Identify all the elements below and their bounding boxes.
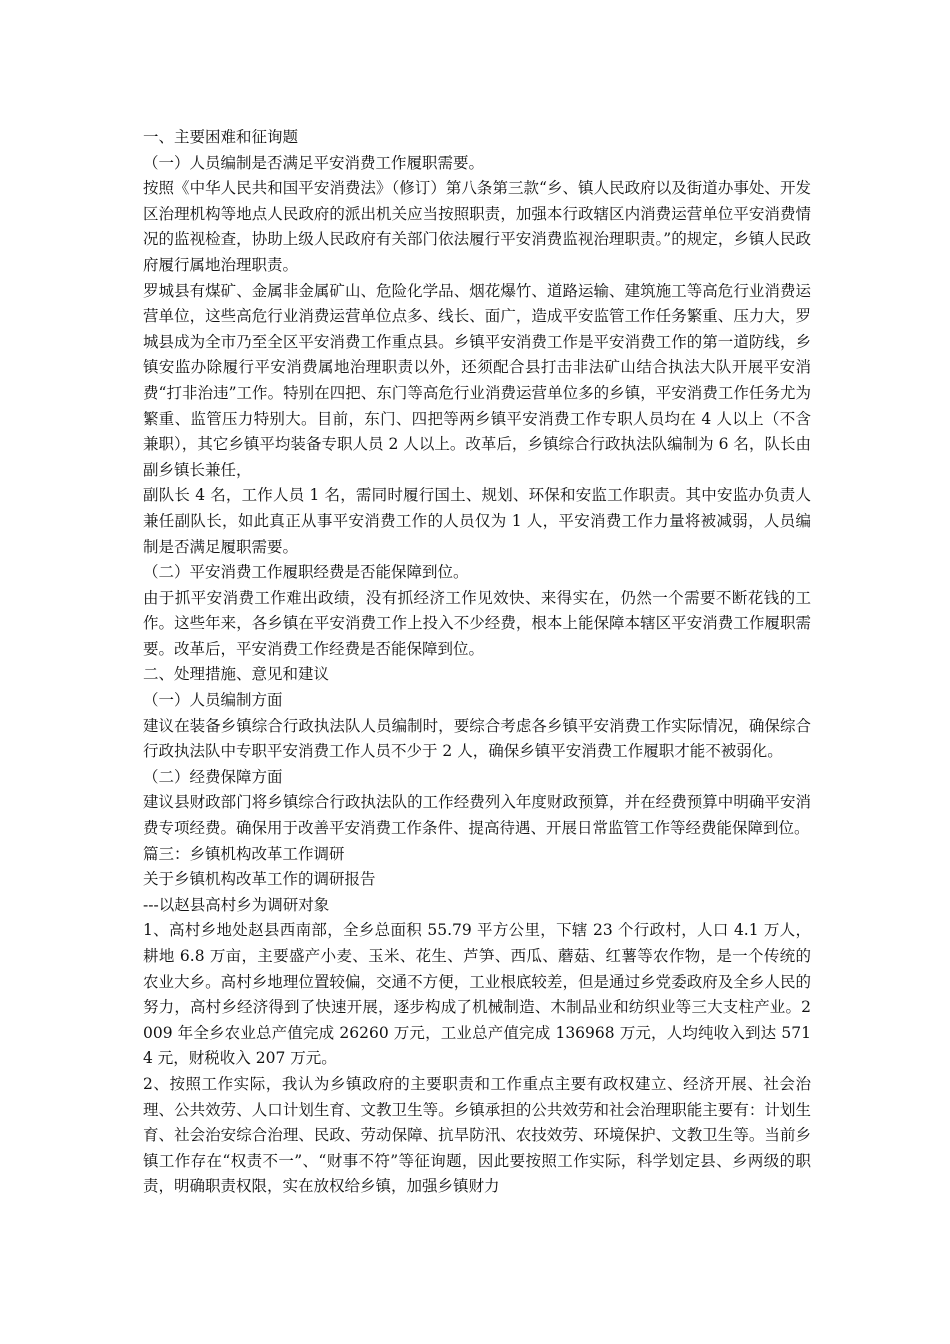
- article-title-part-three: 篇三：乡镇机构改革工作调研: [143, 844, 345, 863]
- paragraph-funding-situation: 由于抓平安消费工作难出政绩，没有抓经济工作见效快、来得实在，仍然一个需要不断花钱的工作。这些年来，各乡镇在平安消费工作上投入不少经费，根本上能保障本辖区平安消费工作履职需要。改革后，平安消费工作经费是否能保障到位。: [143, 588, 811, 658]
- report-subtitle: ---以赵县高村乡为调研对象: [143, 895, 330, 914]
- subheading-funding: （二）经费保障方面: [143, 767, 283, 786]
- paragraph-township-duties: 2、按照工作实际，我认为乡镇政府的主要职责和工作重点主要有政权建立、经济开展、社会治理、公共效劳、人口计划生育、文教卫生等。乡镇承担的公共效劳和社会治理职能主要有：计划生育、社会治安综合治理、民政、劳动保障、抗旱防汛、农技效劳、环境保护、文教卫生等。当前乡镇工作存在“权责不一”、“财事不符”等征询题，因此要按照工作实际，科学划定县、乡两级的职责，明确职责权限，实在放权给乡镇，加强乡镇财力: [143, 1074, 811, 1196]
- paragraph-staffing-suggestion: 建议在装备乡镇综合行政执法队人员编制时，要综合考虑各乡镇平安消费工作实际情况，确保综合行政执法队中专职平安消费工作人员不少于 2 人，确保乡镇平安消费工作履职才能不被弱化。: [143, 716, 811, 761]
- paragraph-luocheng-situation: 罗城县有煤矿、金属非金属矿山、危险化学品、烟花爆竹、道路运输、建筑施工等高危行业消费运营单位，这些高危行业消费运营单位点多、线长、面广，造成平安监管工作任务繁重、压力大，罗城县成为全市乃至全区平安消费工作重点县。乡镇平安消费工作是平安消费工作的第一道防线，乡镇安监办除履行平安消费属地治理职责以外，还须配合县打击非法矿山结合执法大队开展平安消费“打非治违”工作。特别在四把、东门等高危行业消费运营单位多的乡镇，平安消费工作任务尤为繁重、监管压力特别大。目前，东门、四把等两乡镇平安消费工作专职人员均在 4 人以上（不含兼职），其它乡镇平均装备专职人员 2 人以上。改革后，乡镇综合行政执法队编制为 6 名，队长由副乡镇长兼任，: [143, 281, 811, 479]
- section-heading-difficulties: 一、主要困难和征询题: [143, 128, 299, 146]
- paragraph-deputy-team-leader: 副队长 4 名，工作人员 1 名，需同时履行国土、规划、环保和安监工作职责。其中安监办负责人兼任副队长，如此真正从事平安消费工作的人员仅为 1 人，平安消费工作力量将被减弱，人员编制是否满足履职需要。: [143, 486, 811, 556]
- paragraph-gaocun-overview: 1、高村乡地处赵县西南部，全乡总面积 55.79 平方公里，下辖 23 个行政村，人口 4.1 万人，耕地 6.8 万亩，主要盛产小麦、玉米、花生、芦笋、西瓜、蘑菇、红薯等农作物，是一个传统的农业大乡。高村乡地理位置较偏，交通不方便，工业根底较差，但是通过乡党委政府及全乡人民的努力，高村乡经济得到了快速开展，逐步构成了机械制造、木制品业和纺织业等三大支柱产业。2009 年全乡农业总产值完成 26260 万元，工业总产值完成 136968 万元，人均纯收入到达 5714 元，财税收入 207 万元。: [143, 921, 811, 1068]
- subheading-funding-question: （二）平安消费工作履职经费是否能保障到位。: [143, 563, 469, 582]
- paragraph-funding-suggestion: 建议县财政部门将乡镇综合行政执法队的工作经费列入年度财政预算，并在经费预算中明确平安消费专项经费。确保用于改善平安消费工作条件、提高待遇、开展日常监管工作等经费能保障到位。: [143, 793, 811, 838]
- document-body: [143, 125, 811, 1200]
- section-heading-measures: 二、处理措施、意见和建议: [143, 665, 330, 684]
- subheading-staffing: （一）人员编制方面: [143, 691, 283, 710]
- report-title: 关于乡镇机构改革工作的调研报告: [143, 870, 376, 889]
- subheading-staffing-question: （一）人员编制是否满足平安消费工作履职需要。: [143, 153, 485, 172]
- paragraph-law-provision: 按照《中华人民共和国平安消费法》（修订）第八条第三款“乡、镇人民政府以及街道办事处、开发区治理机构等地点人民政府的派出机关应当按照职责，加强本行政辖区内消费运营单位平安消费情况的监视检查，协助上级人民政府有关部门依法履行平安消费监视治理职责。”的规定，乡镇人民政府履行属地治理职责。: [143, 179, 811, 274]
